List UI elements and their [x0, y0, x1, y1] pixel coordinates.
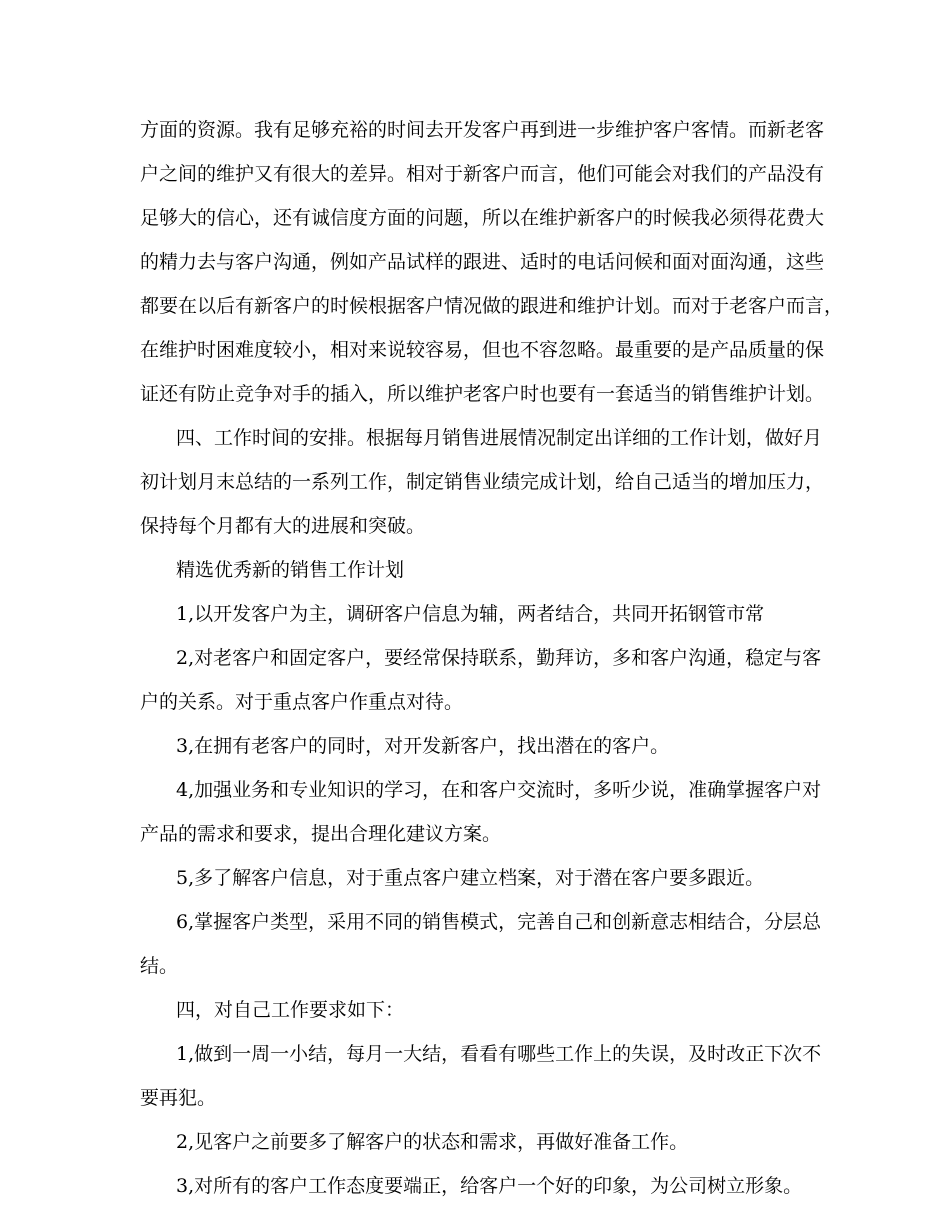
body-text-line: 的精力去与客户沟通，例如产品试样的跟进、适时的电话问候和面对面沟通，这些 [140, 251, 825, 273]
section-heading: 精选优秀新的销售工作计划 [176, 559, 405, 581]
body-text-line: 在维护时困难度较小，相对来说较容易，但也不容忽略。最重要的是产品质量的保 [140, 339, 825, 361]
list-item: 3,对所有的客户工作态度要端正，给客户一个好的印象，为公司树立形象。 [176, 1175, 803, 1197]
list-item-continuation: 产品的需求和要求，提出合理化建议方案。 [140, 823, 502, 845]
list-item-continuation: 结。 [140, 955, 179, 977]
paragraph-first-line: 四、工作时间的安排。根据每月销售进展情况制定出详细的工作计划，做好月 [176, 427, 823, 449]
list-item: 1,以开发客户为主，调研客户信息为辅，两者结合，共同开拓钢管市常 [176, 603, 765, 625]
list-item: 6,掌握客户类型，采用不同的销售模式，完善自己和创新意志相结合，分层总 [176, 911, 822, 933]
list-item: 5,多了解客户信息，对于重点客户建立档案，对于潜在客户要多跟近。 [176, 867, 765, 889]
list-item: 2,见客户之前要多了解客户的状态和需求，再做好准备工作。 [176, 1131, 689, 1153]
list-item: 3,在拥有老客户的同时，对开发新客户，找出潜在的客户。 [176, 735, 670, 757]
body-text-line: 都要在以后有新客户的时候根据客户情况做的跟进和维护计划。而对于老客户而言， [140, 295, 844, 317]
paragraph-last-line: 保持每个月都有大的进展和突破。 [140, 515, 426, 537]
list-item: 2,对老客户和固定客户，要经常保持联系，勤拜访，多和客户沟通，稳定与客 [176, 647, 822, 669]
list-item: 1,做到一周一小结，每月一大结，看看有哪些工作上的失误，及时改正下次不 [176, 1043, 822, 1065]
section-heading: 四，对自己工作要求如下： [176, 999, 405, 1021]
body-text-line: 证还有防止竞争对手的插入，所以维护老客户时也要有一套适当的销售维护计划。 [140, 383, 825, 405]
body-text-line: 初计划月末总结的一系列工作，制定销售业绩完成计划，给自己适当的增加压力， [140, 471, 825, 493]
body-text-line: 方面的资源。我有足够充裕的时间去开发客户再到进一步维护客户客情。而新老客 [140, 119, 825, 141]
body-text-line: 足够大的信心，还有诚信度方面的问题，所以在维护新客户的时候我必须得花费大 [140, 207, 825, 229]
list-item-continuation: 户的关系。对于重点客户作重点对待。 [140, 691, 464, 713]
list-item: 4,加强业务和专业知识的学习，在和客户交流时，多听少说，准确掌握客户对 [176, 779, 822, 801]
body-text-line: 户之间的维护又有很大的差异。相对于新客户而言，他们可能会对我们的产品没有 [140, 163, 825, 185]
list-item-continuation: 要再犯。 [140, 1087, 217, 1109]
